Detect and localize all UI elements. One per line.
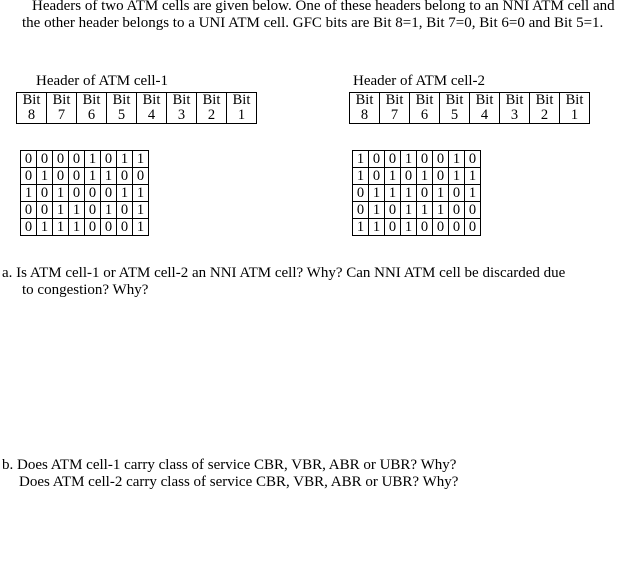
cell2-bit-header-table bbox=[349, 92, 590, 124]
question-b-line1: b. Does ATM cell-1 carry class of service CBR, VBR, ABR or UBR? Why? bbox=[2, 457, 457, 473]
cell2-bit-cell: 1 bbox=[353, 168, 369, 185]
cell2-bit-number: 5 bbox=[440, 108, 470, 124]
cell2-bit-cell: 0 bbox=[449, 219, 465, 236]
cell1-bit-label: Bit bbox=[227, 93, 257, 109]
cell1-bit-cell: 1 bbox=[53, 202, 69, 219]
cell2-bit-cell: 0 bbox=[353, 202, 369, 219]
cell2-bit-cell: 0 bbox=[417, 151, 433, 168]
cell2-bit-cell: 1 bbox=[417, 202, 433, 219]
cell2-header-byte-row bbox=[353, 151, 481, 168]
cell2-bit-cell: 0 bbox=[417, 219, 433, 236]
cell1-bit-cell: 1 bbox=[101, 202, 117, 219]
cell2-bit-cell: 1 bbox=[385, 168, 401, 185]
cell1-bit-cell: 1 bbox=[69, 202, 85, 219]
cell2-bit-cell: 1 bbox=[465, 185, 481, 202]
cell2-bit-number: 7 bbox=[380, 108, 410, 124]
cell1-bit-number: 3 bbox=[167, 108, 197, 124]
cell1-bit-number: 6 bbox=[77, 108, 107, 124]
cell2-bit-cell: 1 bbox=[385, 185, 401, 202]
cell1-bit-cell: 0 bbox=[21, 219, 37, 236]
cell1-bit-cell: 0 bbox=[37, 202, 53, 219]
question-a-line1: a. Is ATM cell-1 or ATM cell-2 an NNI ATM cell? Why? Can NNI ATM cell be discarded due bbox=[2, 265, 566, 281]
cell1-bit-cell: 0 bbox=[117, 168, 133, 185]
cell1-bit-label: Bit bbox=[197, 93, 227, 109]
question-b bbox=[2, 457, 627, 491]
cell1-header-byte-row bbox=[21, 219, 149, 236]
cell2-bit-number: 2 bbox=[530, 108, 560, 124]
cell2-header-byte-row bbox=[353, 185, 481, 202]
cell2-bit-label: Bit bbox=[410, 93, 440, 109]
cell2-bit-cell: 0 bbox=[417, 185, 433, 202]
cell1-bit-cell: 1 bbox=[53, 185, 69, 202]
cell2-bit-number: 4 bbox=[470, 108, 500, 124]
cell1-bit-cell: 0 bbox=[37, 185, 53, 202]
cell1-bit-cell: 0 bbox=[85, 219, 101, 236]
cell1-bit-cell: 1 bbox=[117, 151, 133, 168]
cell1-bit-cell: 1 bbox=[133, 202, 149, 219]
cell1-bit-word-row bbox=[17, 93, 257, 109]
cell2-bit-cell: 1 bbox=[369, 219, 385, 236]
cell1-bit-cell: 1 bbox=[69, 219, 85, 236]
cell1-header-bits-table bbox=[20, 150, 149, 236]
cell1-bit-cell: 0 bbox=[85, 202, 101, 219]
cell1-bit-cell: 1 bbox=[85, 168, 101, 185]
cell1-bit-cell: 0 bbox=[101, 185, 117, 202]
cell2-bit-cell: 0 bbox=[465, 202, 481, 219]
cell2-bit-cell: 1 bbox=[369, 202, 385, 219]
cell2-bit-cell: 0 bbox=[401, 168, 417, 185]
cell2-bit-number: 6 bbox=[410, 108, 440, 124]
cell2-bit-cell: 0 bbox=[449, 185, 465, 202]
cell1-bit-cell: 1 bbox=[101, 168, 117, 185]
cell1-bit-number: 5 bbox=[107, 108, 137, 124]
cell1-bit-number: 1 bbox=[227, 108, 257, 124]
question-a-line2: to congestion? Why? bbox=[22, 282, 149, 298]
cell2-bit-cell: 0 bbox=[465, 151, 481, 168]
cell2-bit-cell: 0 bbox=[369, 168, 385, 185]
cell2-bit-cell: 1 bbox=[401, 185, 417, 202]
cell1-bit-cell: 1 bbox=[133, 185, 149, 202]
cell1-bit-label: Bit bbox=[167, 93, 197, 109]
cell2-bit-cell: 0 bbox=[465, 219, 481, 236]
cell1-bit-cell: 0 bbox=[85, 185, 101, 202]
cell1-bit-number: 4 bbox=[137, 108, 167, 124]
cell1-bit-number: 7 bbox=[47, 108, 77, 124]
cell2-bit-cell: 1 bbox=[401, 151, 417, 168]
cell2-bit-cell: 1 bbox=[353, 219, 369, 236]
cell1-bit-cell: 1 bbox=[117, 185, 133, 202]
cell1-bit-cell: 1 bbox=[37, 219, 53, 236]
cell2-header-bits-table bbox=[352, 150, 481, 236]
cell1-bit-cell: 0 bbox=[117, 202, 133, 219]
cell2-bit-cell: 1 bbox=[465, 168, 481, 185]
cell1-bit-cell: 0 bbox=[21, 151, 37, 168]
cell1-bit-number: 2 bbox=[197, 108, 227, 124]
cell1-bit-label: Bit bbox=[107, 93, 137, 109]
cell1-bit-cell: 0 bbox=[69, 168, 85, 185]
cell1-bit-cell: 0 bbox=[53, 168, 69, 185]
cell2-bit-label: Bit bbox=[440, 93, 470, 109]
cell2-bit-cell: 0 bbox=[385, 202, 401, 219]
cell1-bit-header-table bbox=[16, 92, 257, 124]
cell1-bit-cell: 0 bbox=[69, 185, 85, 202]
problem-statement: Headers of two ATM cells are given below. One of these headers belong to an NNI ATM cell and the other header belongs to a UNI ATM cell. GFC bits are Bit 8=1, Bit 7=0, Bit 6=0 and Bit 5=1. bbox=[22, 0, 615, 31]
cell1-bit-cell: 0 bbox=[133, 168, 149, 185]
cell2-bit-cell: 0 bbox=[369, 151, 385, 168]
cell1-bit-label: Bit bbox=[47, 93, 77, 109]
cell2-bit-cell: 0 bbox=[433, 168, 449, 185]
cell2-bit-cell: 1 bbox=[401, 202, 417, 219]
cell2-bit-label: Bit bbox=[500, 93, 530, 109]
cell1-header-byte-row bbox=[21, 151, 149, 168]
cell2-caption: Header of ATM cell-2 bbox=[353, 73, 486, 89]
cell1-bit-label: Bit bbox=[137, 93, 167, 109]
cell1-bit-cell: 0 bbox=[53, 151, 69, 168]
cell2-bit-cell: 1 bbox=[449, 151, 465, 168]
cell2-bit-cell: 0 bbox=[385, 151, 401, 168]
cell1-bit-cell: 0 bbox=[69, 151, 85, 168]
question-a bbox=[2, 265, 627, 299]
cell2-bit-cell: 0 bbox=[449, 202, 465, 219]
cell1-bit-cell: 1 bbox=[53, 219, 69, 236]
cell1-bit-cell: 0 bbox=[117, 219, 133, 236]
cell1-bit-cell: 1 bbox=[21, 185, 37, 202]
cell2-bit-cell: 1 bbox=[353, 151, 369, 168]
question-b-line2: Does ATM cell-2 carry class of service CBR, VBR, ABR or UBR? Why? bbox=[19, 474, 459, 490]
cell2-bit-number: 1 bbox=[560, 108, 590, 124]
cell1-bit-cell: 1 bbox=[85, 151, 101, 168]
cell2-header-byte-row bbox=[353, 219, 481, 236]
cell1-bit-cell: 0 bbox=[101, 151, 117, 168]
cell2-bit-cell: 1 bbox=[369, 185, 385, 202]
cell2-bit-cell: 0 bbox=[385, 219, 401, 236]
cell1-bit-cell: 0 bbox=[21, 202, 37, 219]
cell1-header-byte-row bbox=[21, 185, 149, 202]
cell2-bit-cell: 0 bbox=[433, 219, 449, 236]
cell1-bit-number-row bbox=[17, 108, 257, 124]
cell2-bit-cell: 1 bbox=[417, 168, 433, 185]
cell2-bit-label: Bit bbox=[470, 93, 500, 109]
cell2-bit-cell: 1 bbox=[433, 185, 449, 202]
cell2-bit-cell: 1 bbox=[433, 202, 449, 219]
cell2-bit-cell: 1 bbox=[401, 219, 417, 236]
cell1-caption: Header of ATM cell-1 bbox=[36, 73, 169, 89]
cell2-bit-number-row bbox=[350, 108, 590, 124]
cell2-bit-cell: 1 bbox=[449, 168, 465, 185]
cell1-bit-cell: 1 bbox=[133, 151, 149, 168]
cell1-bit-number: 8 bbox=[17, 108, 47, 124]
cell1-header-byte-row bbox=[21, 202, 149, 219]
cell1-bit-label: Bit bbox=[17, 93, 47, 109]
cell1-bit-cell: 0 bbox=[37, 151, 53, 168]
cell2-bit-cell: 0 bbox=[353, 185, 369, 202]
cell1-bit-cell: 0 bbox=[21, 168, 37, 185]
cell2-bit-word-row bbox=[350, 93, 590, 109]
cell1-bit-label: Bit bbox=[77, 93, 107, 109]
cell2-bit-number: 3 bbox=[500, 108, 530, 124]
cell2-bit-label: Bit bbox=[350, 93, 380, 109]
cell1-bit-cell: 1 bbox=[133, 219, 149, 236]
cell2-bit-label: Bit bbox=[380, 93, 410, 109]
cell2-bit-cell: 0 bbox=[433, 151, 449, 168]
cell1-bit-cell: 1 bbox=[37, 168, 53, 185]
cell2-bit-label: Bit bbox=[530, 93, 560, 109]
cell1-bit-cell: 0 bbox=[101, 219, 117, 236]
cell2-header-byte-row bbox=[353, 168, 481, 185]
cell2-bit-number: 8 bbox=[350, 108, 380, 124]
cell1-header-byte-row bbox=[21, 168, 149, 185]
cell2-bit-label: Bit bbox=[560, 93, 590, 109]
cell2-header-byte-row bbox=[353, 202, 481, 219]
